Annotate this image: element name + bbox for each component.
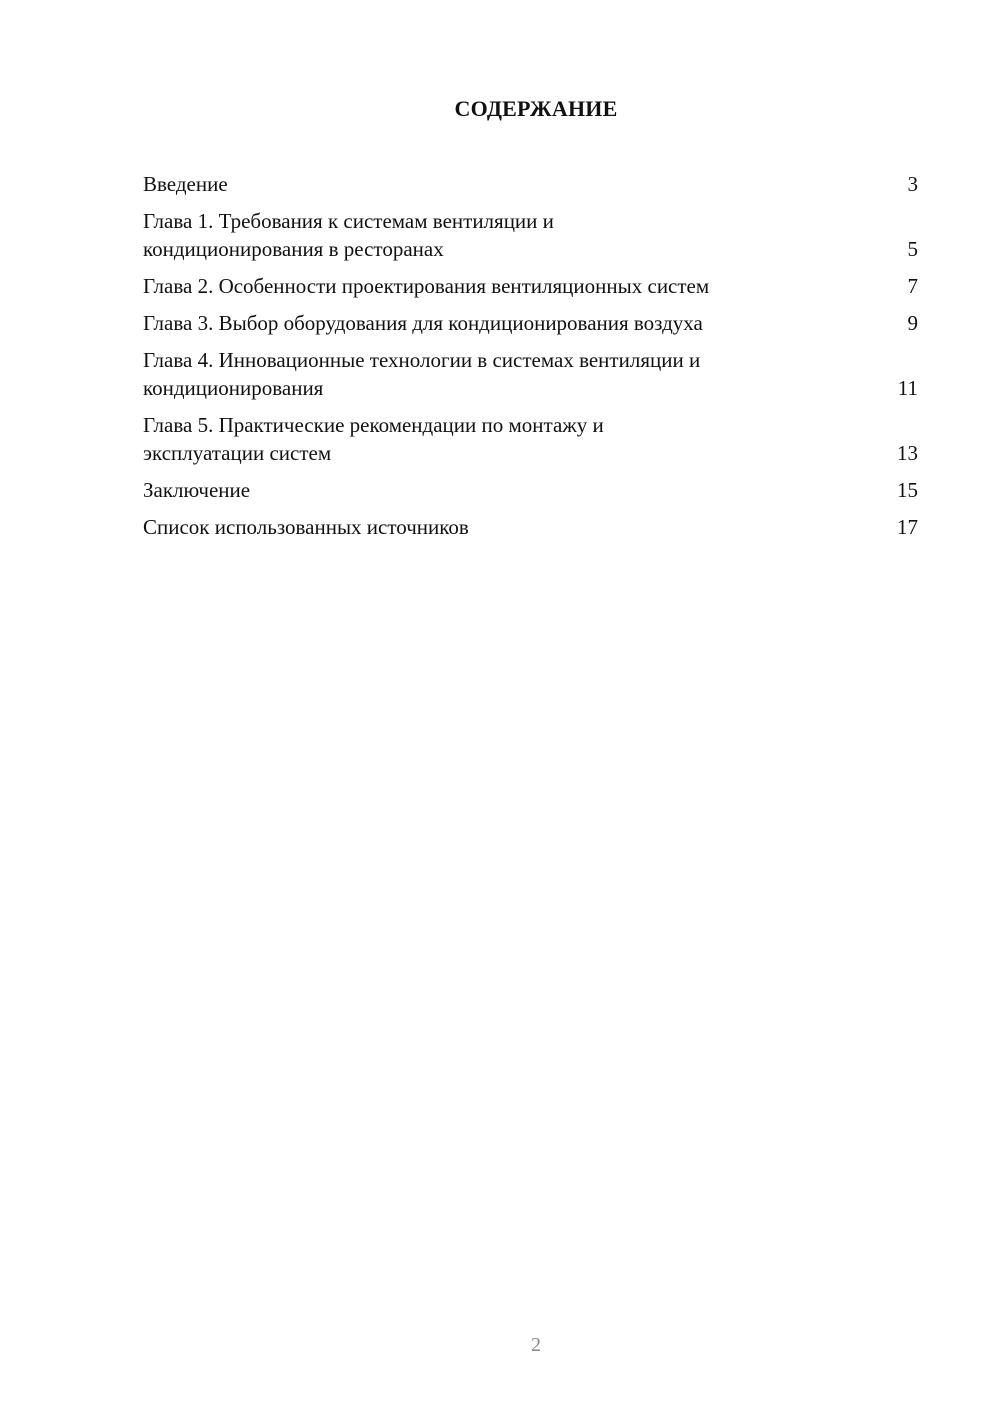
toc-entry-page-number: 11 xyxy=(897,376,918,400)
toc-entry-chapter-5 xyxy=(143,411,918,467)
toc-entry-chapter-2 xyxy=(143,272,918,300)
toc-entry-page-number: 9 xyxy=(907,311,918,335)
toc-entry-label: Введение xyxy=(143,172,228,196)
toc-entry-references xyxy=(143,513,918,541)
toc-entry-page-number: 5 xyxy=(907,237,918,261)
toc-entry-label: Глава 1. Требования к системам вентиляции и кондиционирования в ресторанах xyxy=(143,209,554,261)
toc-entry-chapter-1 xyxy=(143,207,918,263)
toc-entry-label: Глава 4. Инновационные технологии в системах вентиляции и кондиционирования xyxy=(143,348,701,400)
toc-entry-label: Список использованных источников xyxy=(143,515,469,539)
toc-entry-label: Глава 3. Выбор оборудования для кондиционирования воздуха xyxy=(143,311,703,335)
toc-entry-label: Глава 5. Практические рекомендации по монтажу и эксплуатации систем xyxy=(143,413,604,465)
toc-entry-page-number: 7 xyxy=(907,274,918,298)
toc-title: СОДЕРЖАНИЕ xyxy=(454,96,618,121)
toc-entry-chapter-3 xyxy=(143,309,918,337)
toc-entry-chapter-4 xyxy=(143,346,918,402)
toc-entry-label: Глава 2. Особенности проектирования вентиляционных систем xyxy=(143,274,710,298)
page-number: 2 xyxy=(531,1334,541,1356)
toc-entry-conclusion xyxy=(143,476,918,504)
toc-entry-label: Заключение xyxy=(143,478,251,502)
toc-entry-page-number: 3 xyxy=(907,172,918,196)
toc-entry-page-number: 13 xyxy=(897,441,918,465)
table-of-contents xyxy=(143,170,918,550)
toc-entry-page-number: 15 xyxy=(897,478,918,502)
toc-entry-introduction xyxy=(143,170,918,198)
toc-entry-page-number: 17 xyxy=(897,515,918,539)
